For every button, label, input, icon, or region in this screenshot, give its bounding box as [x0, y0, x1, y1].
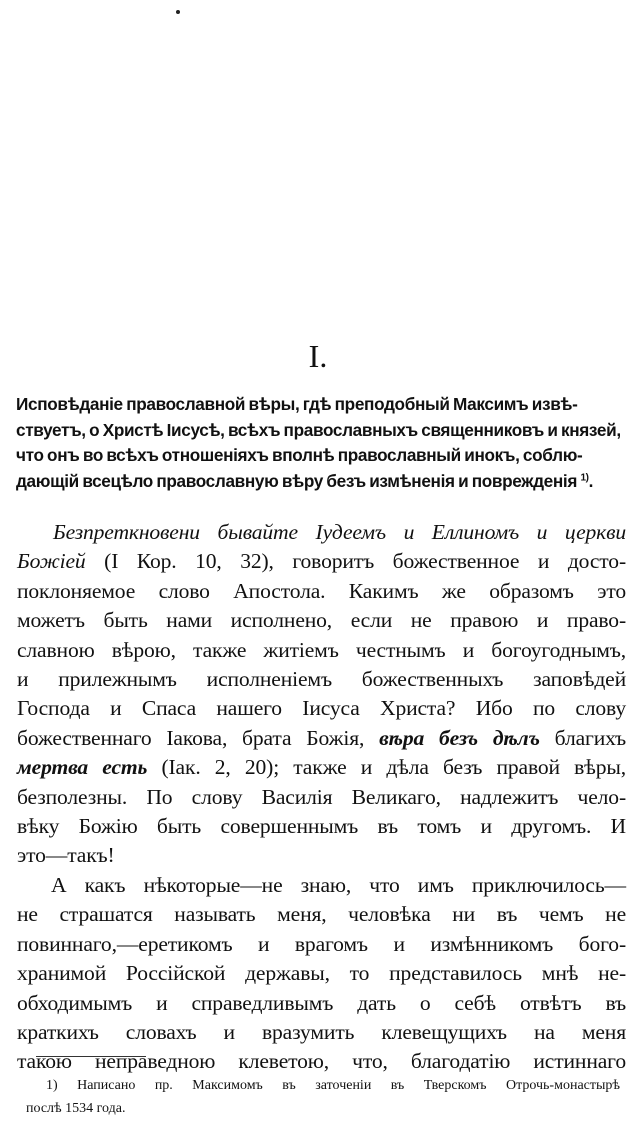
body-line: безполезны. По слову Василія Великаго, надлежитъ чело-: [17, 784, 626, 809]
footnote-divider: [36, 1056, 146, 1057]
heading-line-1: Исповѣданіе православной вѣры, гдѣ преподобный Максимъ извѣ-: [16, 394, 578, 414]
heading-line-2: ствуетъ, о Христѣ Іисусѣ, всѣхъ православныхъ священниковъ и князей,: [16, 419, 621, 440]
body-line: это—такъ!: [17, 843, 115, 868]
body-text-span: благихъ: [539, 725, 626, 750]
quote-italic: вѣра безъ дѣлъ: [379, 725, 540, 750]
body-text: [17, 518, 626, 1077]
heading-line-3: что онъ во всѣхъ отношеніяхъ вполнѣ православный инокъ, соблю-: [16, 445, 583, 465]
body-line: не страшатся называть меня, человѣка ни въ чемъ не: [17, 902, 626, 927]
print-speck: [176, 10, 180, 14]
body-text-span: божественнаго Іакова, брата Божія,: [17, 725, 380, 750]
quote-italic: мертва есть: [17, 755, 148, 780]
body-line: обходимымъ и справедливымъ дать о себѣ отвѣтъ въ: [17, 990, 626, 1015]
body-line: вѣку Божію быть совершеннымъ въ томъ и другомъ. И: [17, 814, 626, 839]
body-line: и прилежнымъ исполненіемъ божественныхъ заповѣдей: [17, 667, 626, 692]
heading-footnote-marker: 1): [580, 471, 589, 483]
chapter-number: I.: [308, 338, 328, 374]
body-line: краткихъ словахъ и вразумить клевещущихъ на меня: [17, 1019, 626, 1044]
body-line: [17, 547, 626, 576]
body-line: такою неправедною клеветою, что, благодатію истиннаго: [17, 1049, 626, 1074]
heading-line-4: [16, 469, 620, 495]
body-line: Господа и Спаса нашего Іисуса Христа? Ибо по слову: [17, 696, 626, 721]
body-line: поклоняемое слово Апостола. Какимъ же образомъ это: [17, 578, 626, 603]
heading-line-4-text: дающій всецѣло православную вѣру безъ измѣненія и поврежденія: [16, 470, 578, 491]
quote-italic: Безпреткновени бывайте Іудеемъ и Еллиномъ и церкви: [53, 520, 626, 544]
body-text-span: (I Кор. 10, 32), говоритъ божественное и досто-: [85, 549, 626, 574]
body-text-span: (Iак. 2, 20); также и дѣла безъ правой вѣры,: [147, 755, 627, 780]
body-line: [17, 518, 626, 547]
body-line: [17, 724, 626, 753]
body-line: А какъ нѣкоторые—не знаю, что имъ приключилось—: [51, 872, 626, 897]
body-line: славною вѣрою, также житіемъ честнымъ и богоугоднымъ,: [17, 637, 626, 662]
heading-end-punct: .: [588, 470, 594, 491]
body-line: хранимой Россійской державы, то представилось мнѣ не-: [17, 961, 626, 986]
quote-italic: Божіей: [17, 549, 86, 574]
body-line: [17, 753, 626, 782]
footnote: [26, 1074, 620, 1120]
body-line: повиннаго,—еретикомъ и врагомъ и измѣнникомъ бого-: [17, 931, 626, 956]
footnote-line-2: послѣ 1534 года.: [26, 1101, 126, 1116]
body-line: можетъ быть нами исполнено, если не правою и право-: [17, 608, 626, 633]
footnote-line-1: 1) Написано пр. Максимомъ въ заточеніи въ Тверскомъ Отрочь-монастырѣ: [46, 1078, 620, 1093]
chapter-heading: [16, 392, 620, 494]
